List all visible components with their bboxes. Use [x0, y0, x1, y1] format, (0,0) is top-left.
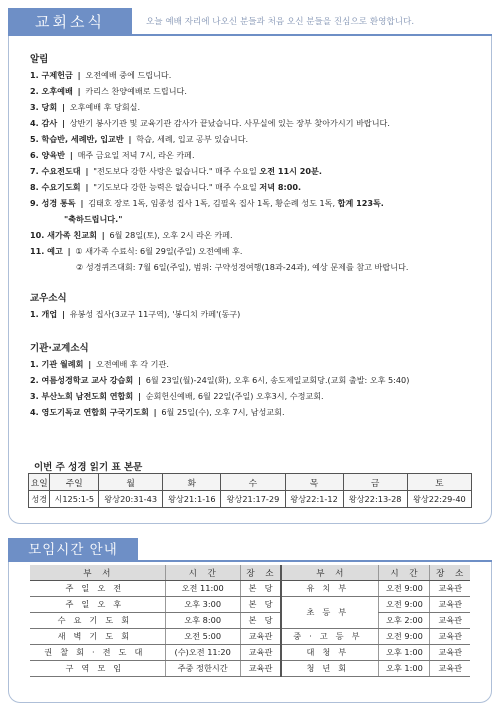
item-text: 6월 25일(수), 오후 7시, 남성교회. [161, 407, 285, 417]
item-text: 카리스 찬양예배로 드립니다. [85, 86, 187, 96]
place-cell: 교육관 [430, 645, 470, 661]
news-item [30, 246, 242, 257]
news-item [30, 407, 285, 418]
item-text-bold: 저녁 8:00. [259, 182, 302, 192]
item-label: 기관 월례회 [41, 359, 84, 369]
item-label: 오후예배 [41, 86, 73, 96]
item-label: 개업 [41, 309, 58, 319]
place-cell: 교육관 [430, 629, 470, 645]
item-text-bold: 합계 123독. [337, 198, 384, 208]
place-cell: 본 당 [240, 613, 281, 629]
notice-heading: 알림 [30, 54, 49, 65]
news-item [30, 309, 240, 320]
reading-header-cell: 금 [343, 474, 407, 491]
item-text: ① 새가족 수료식: 6월 29일(주일) 오전예배 후. [75, 246, 243, 256]
item-label: 당회 [41, 102, 58, 112]
reading-header-cell: 토 [407, 474, 471, 491]
news-item [30, 375, 409, 386]
time-cell: 오후 3:00 [165, 597, 240, 613]
item-number: 1. [30, 70, 42, 80]
item-separator: | [82, 182, 92, 192]
time-cell: 주중 정한시간 [165, 661, 240, 677]
meeting-header-cell: 장 소 [430, 565, 470, 581]
item-text: 6월 28일(토), 오후 2시 라온 카페. [109, 230, 233, 240]
place-cell: 교육관 [240, 645, 281, 661]
meeting-header-cell: 장 소 [240, 565, 281, 581]
news-item [30, 134, 248, 145]
item-separator: | [125, 134, 135, 144]
item-number: 11. [30, 246, 48, 256]
item-number: 3. [30, 102, 42, 112]
item-separator: | [67, 150, 76, 160]
item-text: 상반기 봉사기관 및 교육기관 감사가 끝났습니다. 사무실에 있는 장부 찾아가시기 바랍니다. [69, 118, 390, 128]
place-cell: 교육관 [430, 597, 470, 613]
item-number: 7. [30, 166, 42, 176]
dept-cell: 구역모임 [30, 661, 165, 677]
meeting-header-cell: 시 간 [379, 565, 430, 581]
item-label: 수요기도회 [41, 182, 81, 192]
item-text: 학습, 세례, 입교 공부 있습니다. [136, 134, 249, 144]
item-label: 부산노회 남전도회 연합회 [41, 391, 134, 401]
news-item [30, 230, 233, 241]
dept-cell: 주일오후 [30, 597, 165, 613]
item-number: 4. [30, 118, 42, 128]
news-item [30, 182, 301, 193]
place-cell: 본 당 [240, 581, 281, 597]
time-cell: 오전 11:00 [165, 581, 240, 597]
news-item [30, 70, 171, 81]
reading-cell: 왕상22:13-28 [343, 491, 407, 508]
item-separator: | [74, 70, 84, 80]
item-label: 학습반, 세례반, 입교반 [41, 134, 124, 144]
item-text: 오전예배 중에 드립니다. [85, 70, 172, 80]
item-number: 8. [30, 182, 42, 192]
reading-cell: 왕상22:29-40 [407, 491, 471, 508]
item-separator: | [85, 359, 95, 369]
place-cell: 교육관 [430, 581, 470, 597]
item-separator: | [64, 246, 74, 256]
time-cell: 오전 9:00 [379, 629, 430, 645]
item-text: "기도보다 강한 능력은 없습니다." 매주 수요일 [93, 182, 260, 192]
members-heading: 교우소식 [30, 293, 67, 304]
item-separator: | [150, 407, 160, 417]
meeting-header [8, 538, 492, 562]
reading-cell: 왕상21:1-16 [163, 491, 221, 508]
dept-cell: 중·고등부 [281, 629, 379, 645]
news-item-continued: "축하드립니다." [64, 214, 123, 224]
news-item [30, 150, 195, 161]
item-text: 오후예배 후 당회실. [69, 102, 141, 112]
item-label: 감사 [41, 118, 58, 128]
dept-cell: 새벽기도회 [30, 629, 165, 645]
time-cell: 오전 9:00 [379, 597, 430, 613]
dept-cell: 청년회 [281, 661, 379, 677]
news-header [8, 8, 492, 36]
news-item [30, 359, 169, 370]
news-title: 교회소식 [8, 8, 132, 36]
news-item [30, 166, 322, 177]
item-separator: | [74, 86, 84, 96]
item-number: 2. [30, 375, 42, 385]
item-text: 매주 금요일 저녁 7시, 라온 카페. [77, 150, 195, 160]
reading-header-cell: 주일 [50, 474, 99, 491]
item-separator: | [77, 198, 87, 208]
reading-title: 이번 주 성경 읽기 표 본문 [34, 462, 143, 473]
item-number: 4. [30, 407, 42, 417]
reading-cell: 왕상22:1-12 [285, 491, 343, 508]
reading-cell: 왕상20:31-43 [99, 491, 163, 508]
item-number: 5. [30, 134, 42, 144]
reading-cell: 왕상21:17-29 [221, 491, 285, 508]
welcome-note: 오늘 예배 자리에 나오신 분들과 처음 오신 분들을 진심으로 환영합니다. [146, 17, 415, 27]
news-item [30, 86, 187, 97]
meeting-header-cell: 부 서 [30, 565, 165, 581]
item-separator: | [98, 230, 108, 240]
news-item [30, 118, 390, 129]
item-separator: | [59, 118, 68, 128]
meeting-header-cell: 시 간 [165, 565, 240, 581]
item-text: "전도보다 강한 사랑은 없습니다." 매주 수요일 [93, 166, 260, 176]
reading-table [28, 473, 472, 508]
reading-header-cell: 월 [99, 474, 163, 491]
item-label: 영도기독교 연합회 구국기도회 [41, 407, 149, 417]
item-label: 여름성경학교 교사 강습회 [41, 375, 134, 385]
item-separator: | [59, 102, 68, 112]
item-text: 오전예배 후 각 기관. [96, 359, 169, 369]
dept-cell: 유치부 [281, 581, 379, 597]
news-item [30, 391, 324, 402]
reading-header-cell: 요일 [29, 474, 50, 491]
item-separator: | [135, 375, 144, 385]
news-item-continued: ② 성경퀴즈대회: 7월 6일(주일), 범위: 구약성경여행(18과-24과), 예상 문제를 참고 바랍니다. [76, 262, 409, 272]
item-number: 6. [30, 150, 42, 160]
reading-cell: 시125:1-5 [50, 491, 99, 508]
reading-header-cell: 수 [221, 474, 285, 491]
meeting-header-cell: 부 서 [281, 565, 379, 581]
time-cell: 오후 1:00 [379, 645, 430, 661]
place-cell: 교육관 [430, 613, 470, 629]
news-item [30, 198, 384, 209]
item-number: 2. [30, 86, 42, 96]
item-label: 성경 통독 [41, 198, 76, 208]
dept-cell: 대청부 [281, 645, 379, 661]
reading-header-cell: 목 [285, 474, 343, 491]
item-separator: | [82, 166, 92, 176]
place-cell: 본 당 [240, 597, 281, 613]
dept-cell: 수요기도회 [30, 613, 165, 629]
time-cell: 오후 1:00 [379, 661, 430, 677]
item-number: 9. [30, 198, 42, 208]
item-text: 유봉성 집사(3교구 11구역), '봉디치 카페'(동구) [69, 309, 241, 319]
item-text: 순회헌신예배, 6월 22일(주일) 오후3시, 수정교회. [145, 391, 324, 401]
item-number: 10. [30, 230, 48, 240]
meeting-table [30, 565, 470, 677]
dept-cell: 주일오전 [30, 581, 165, 597]
meeting-title: 모임시간 안내 [8, 538, 138, 562]
orgs-heading: 기관·교계소식 [30, 343, 89, 354]
item-separator: | [135, 391, 144, 401]
time-cell: 오후 2:00 [379, 613, 430, 629]
item-text-bold: 오전 11시 20분. [259, 166, 322, 176]
time-cell: 오전 5:00 [165, 629, 240, 645]
item-label: 구제헌금 [41, 70, 73, 80]
item-number: 3. [30, 391, 42, 401]
item-text: 6월 23일(월)-24일(화), 오후 6시, 송도제일교회당.(교회 출발: 오후 5:40) [145, 375, 410, 385]
item-separator: | [59, 309, 68, 319]
dept-cell: 권찰회·전도대 [30, 645, 165, 661]
place-cell: 교육관 [240, 629, 281, 645]
dept-cell: 초등부 [281, 597, 379, 629]
item-label: 새가족 친교회 [47, 230, 97, 240]
item-text: 김태호 장로 1독, 임종성 집사 1독, 김필옥 집사 1독, 황순례 성도 1독, [88, 198, 338, 208]
place-cell: 교육관 [240, 661, 281, 677]
item-label: 수요전도대 [41, 166, 81, 176]
time-cell: 오후 8:00 [165, 613, 240, 629]
news-item [30, 102, 140, 113]
item-number: 1. [30, 359, 42, 369]
reading-header-cell: 화 [163, 474, 221, 491]
item-label: 양육반 [41, 150, 65, 160]
item-number: 1. [30, 309, 42, 319]
reading-cell: 성경 [29, 491, 50, 508]
time-cell: 오전 9:00 [379, 581, 430, 597]
place-cell: 교육관 [430, 661, 470, 677]
item-label: 예고 [47, 246, 63, 256]
time-cell: (수)오전 11:20 [165, 645, 240, 661]
